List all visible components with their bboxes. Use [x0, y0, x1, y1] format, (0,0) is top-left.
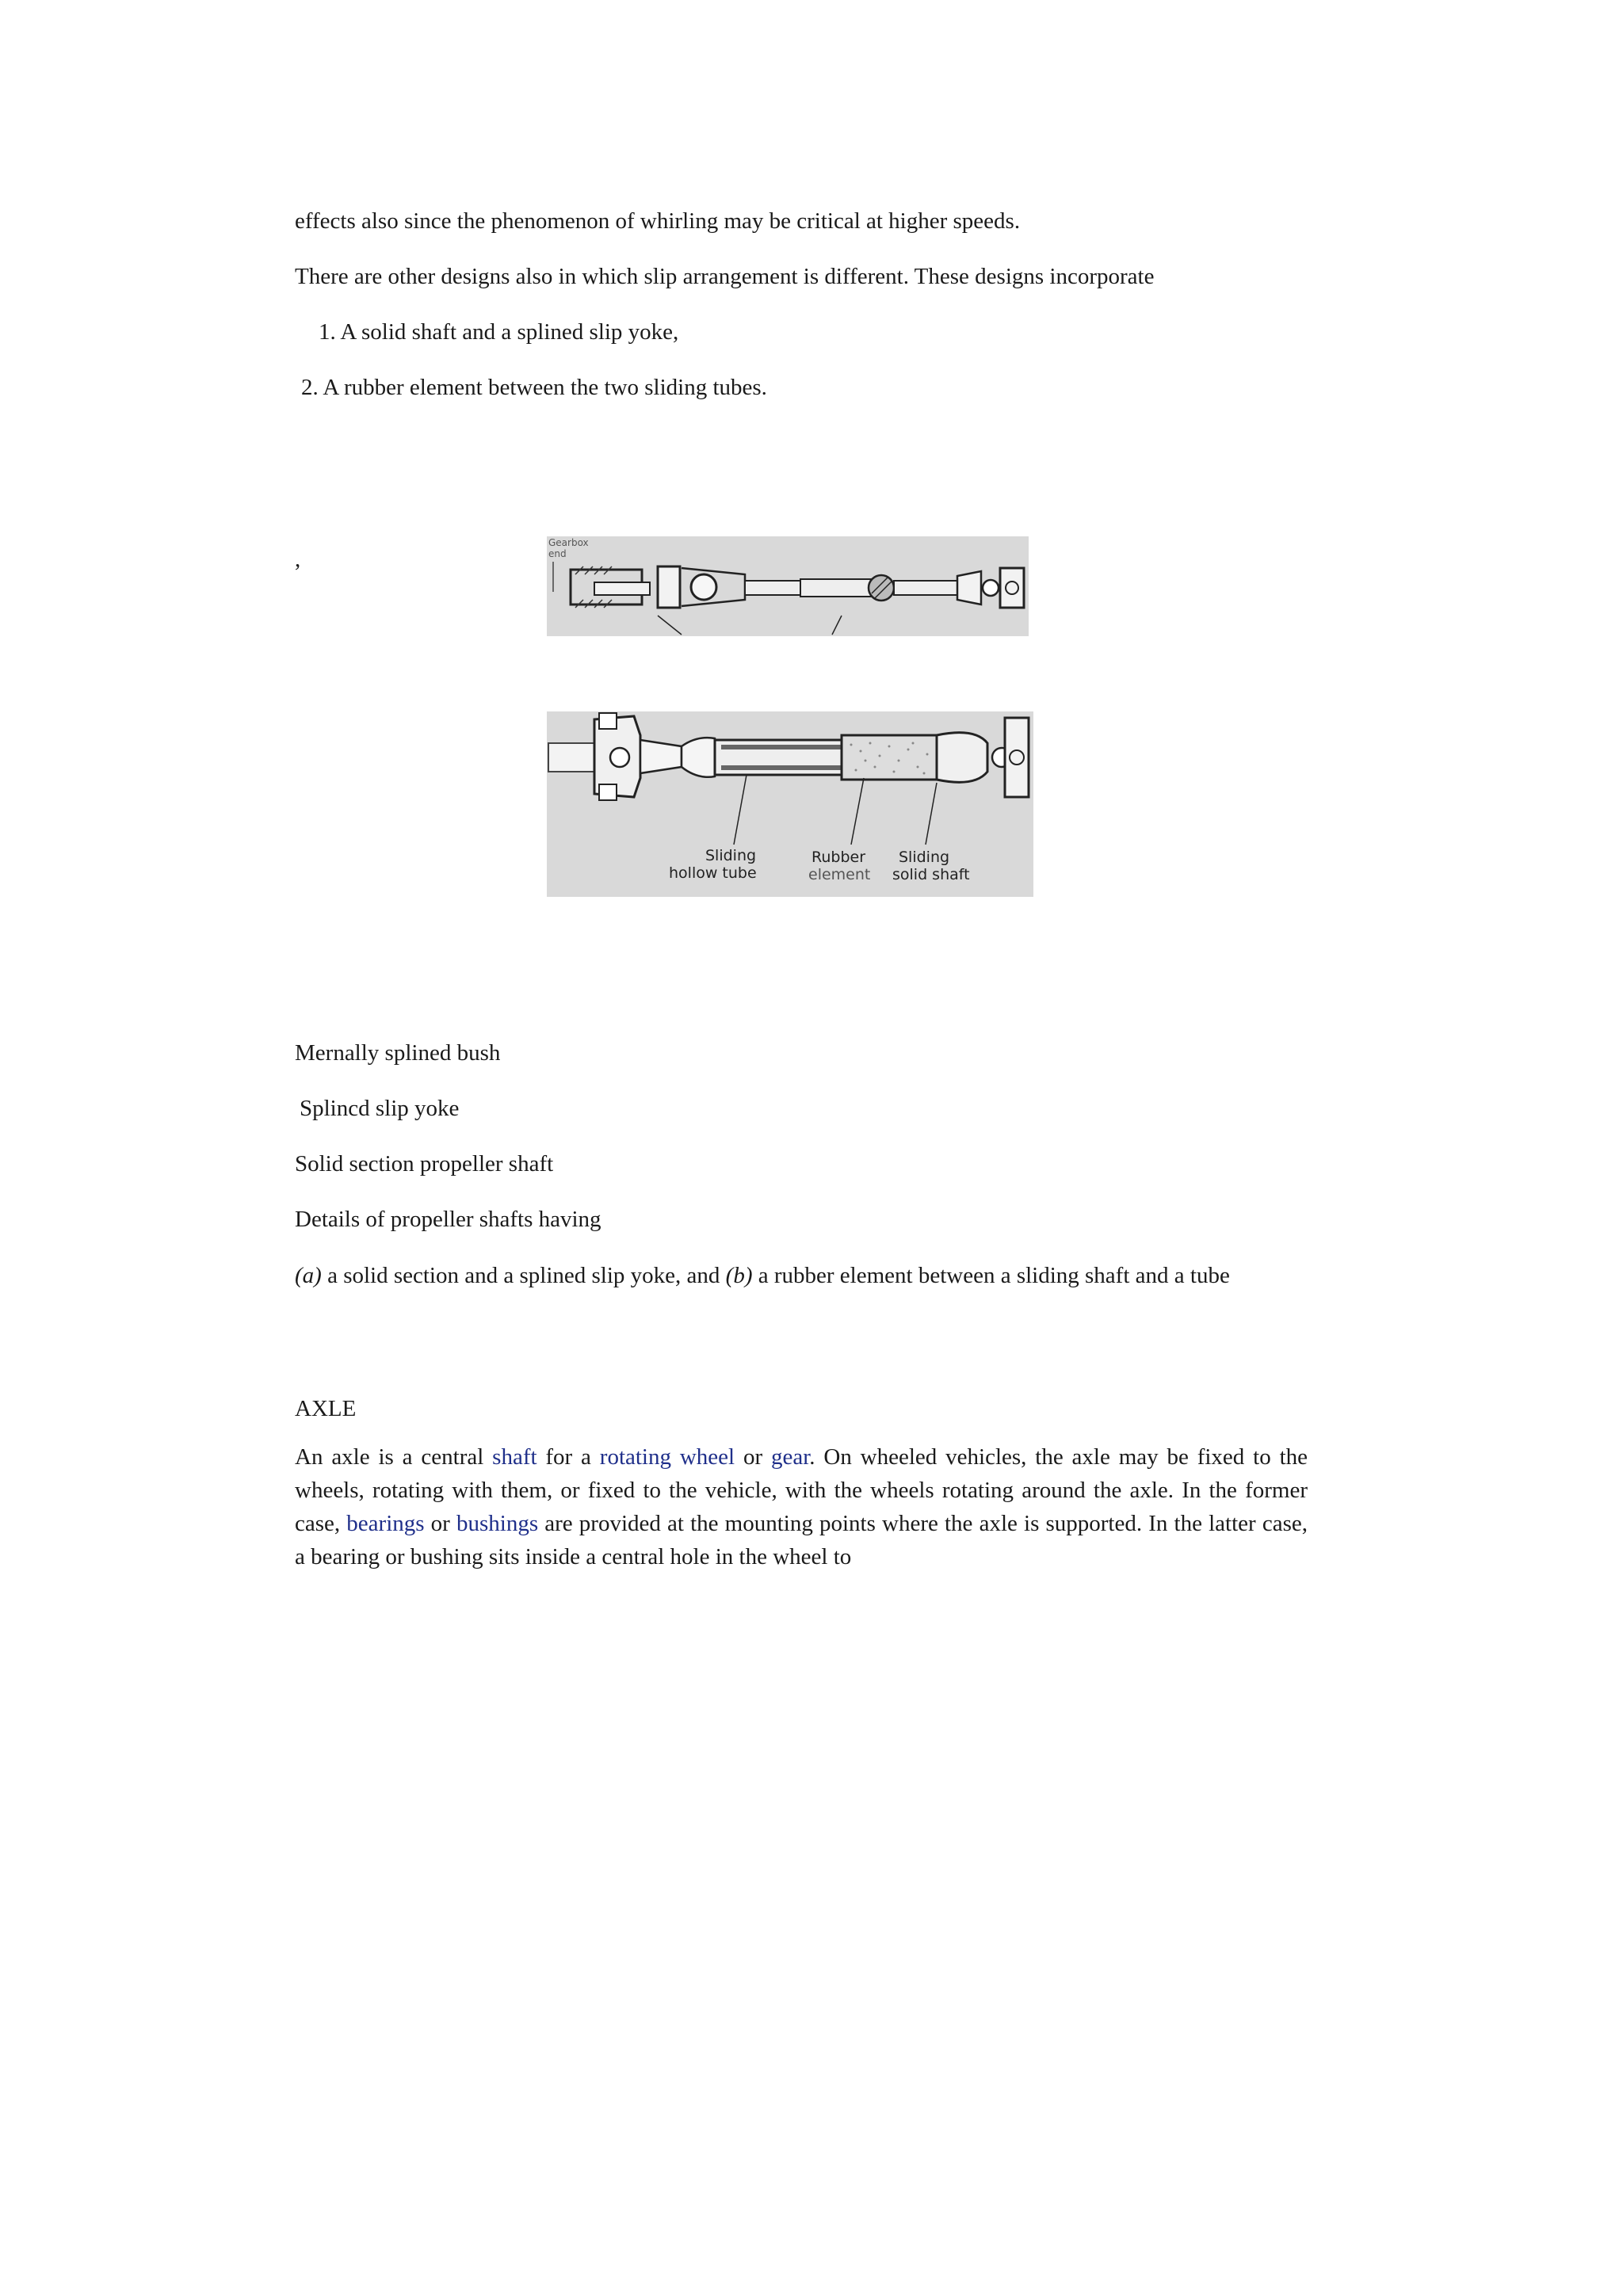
caption-detail — [295, 1258, 1308, 1293]
link-shaft[interactable]: shaft — [492, 1444, 537, 1470]
caption-line-1: Mernally splined bush — [295, 1040, 501, 1066]
solid-shaft-drawing — [547, 536, 1029, 636]
intro-line: effects also since the phenomenon of whirling may be critical at higher speeds. — [295, 208, 1021, 234]
link-rotating-wheel[interactable]: rotating wheel — [599, 1444, 735, 1470]
axle-term: axle — [331, 1444, 370, 1470]
axle-text-2: is a central — [369, 1444, 493, 1470]
list-item-1: 1. A solid shaft and a splined slip yoke, — [319, 319, 679, 345]
link-bearings[interactable]: bearings — [346, 1511, 425, 1536]
caption-text-b: a rubber element between a sliding shaft and a tube — [752, 1263, 1230, 1288]
axle-text-7: are provided at the mounting points where the axle is supported. In the latter case, a bearing or bushing sits inside a central hole in the wheel to — [295, 1511, 1308, 1569]
axle-text-5: . On wheeled vehicles, the axle may be fixed to the wheels, rotating with them, or fixed to the vehicle, with the wheels rotating around the axle. In the former case, — [295, 1444, 1308, 1536]
axle-text-6: or — [424, 1511, 456, 1536]
stray-comma: , — [295, 547, 301, 572]
axle-paragraph — [295, 1440, 1308, 1573]
axle-text-1: An — [295, 1444, 332, 1470]
caption-marker-a: (a) — [295, 1263, 322, 1288]
caption-line-4: Details of propeller shafts having — [295, 1207, 601, 1232]
caption-text-a: a solid section and a splined slip yoke, and — [321, 1263, 726, 1288]
axle-text-3: for a — [537, 1444, 600, 1470]
caption-line-3: Solid section propeller shaft — [295, 1151, 554, 1177]
label-sliding-solid-2: solid shaft — [892, 866, 970, 883]
label-rubber-2: element — [808, 866, 871, 883]
label-sliding-hollow-1: Sliding — [705, 847, 757, 864]
figure-solid-shaft — [547, 536, 1029, 636]
rubber-element-drawing — [547, 711, 1033, 897]
link-bushings[interactable]: bushings — [456, 1511, 539, 1536]
label-sliding-hollow-2: hollow tube — [669, 864, 757, 882]
label-end: end — [548, 548, 567, 559]
label-gearbox: Gearbox — [548, 537, 589, 548]
link-gear[interactable]: gear — [770, 1444, 810, 1470]
label-rubber-1: Rubber — [812, 849, 866, 866]
section-heading-axle: AXLE — [295, 1396, 357, 1421]
caption-marker-b: (b) — [725, 1263, 753, 1288]
label-sliding-solid-1: Sliding — [899, 849, 950, 866]
designs-line: There are other designs also in which slip arrangement is different. These designs incorporate — [295, 264, 1155, 289]
list-item-2: 2. A rubber element between the two sliding tubes. — [301, 375, 767, 400]
figure-rubber-element — [547, 711, 1033, 897]
axle-text-4: or — [735, 1444, 771, 1470]
caption-line-2: Splincd slip yoke — [300, 1096, 460, 1121]
